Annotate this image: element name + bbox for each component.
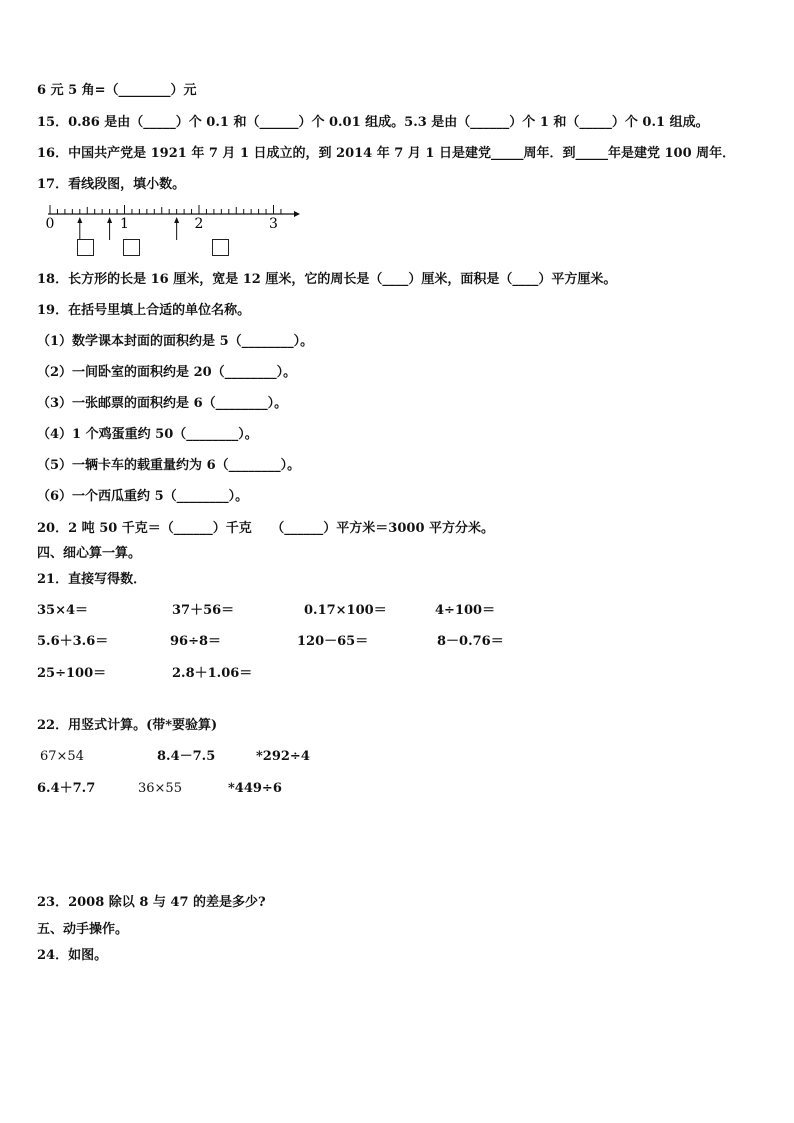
oral-calc: 35×4＝ bbox=[37, 603, 89, 618]
oral-calc: 4÷100＝ bbox=[435, 603, 496, 618]
answer-box-2[interactable] bbox=[123, 239, 140, 256]
q19-item-2: （2）一间卧室的面积约是 20（________）。 bbox=[37, 365, 297, 380]
number-line-marker-arrowhead bbox=[77, 217, 82, 223]
vertical-calc: 6.4＋7.7 bbox=[37, 781, 96, 796]
q14-yuan-jiao: 6 元 5 角=（________）元 bbox=[37, 83, 197, 98]
oral-calc: 0.17×100＝ bbox=[304, 603, 387, 618]
number-line-marker-arrowhead bbox=[107, 217, 112, 223]
number-line-arrow bbox=[294, 211, 300, 217]
vertical-calc: 36×55 bbox=[138, 781, 182, 796]
answer-box-1[interactable] bbox=[77, 239, 94, 256]
number-line-marker-arrowhead bbox=[174, 217, 179, 223]
vertical-calc: 67×54 bbox=[40, 749, 84, 764]
oral-calc: 96÷8＝ bbox=[170, 634, 222, 649]
oral-calc: 25÷100＝ bbox=[37, 666, 107, 681]
number-line-label: 2 bbox=[194, 216, 204, 232]
number-line-label: 3 bbox=[269, 216, 278, 232]
oral-calc: 120－65＝ bbox=[297, 634, 369, 649]
q19-item-1: （1）数学课本封面的面积约是 5（________）。 bbox=[37, 334, 314, 349]
number-line-label: 0 bbox=[45, 216, 55, 232]
section-4-heading: 四、细心算一算。 bbox=[37, 546, 142, 561]
q15: 15．0.86 是由（_____）个 0.1 和（______）个 0.01 组成。5.3 是由（______）个 1 和（_____）个 0.1 组成。 bbox=[37, 115, 709, 130]
vertical-calc: *292÷4 bbox=[256, 749, 310, 764]
oral-calc: 8－0.76＝ bbox=[437, 634, 504, 649]
q21: 21．直接写得数． bbox=[37, 572, 147, 587]
q17: 17．看线段图，填小数。 bbox=[37, 177, 186, 192]
number-line-label: 1 bbox=[120, 216, 129, 232]
q24: 24．如图。 bbox=[37, 948, 108, 963]
answer-box-3[interactable] bbox=[212, 239, 229, 256]
q19-item-3: （3）一张邮票的面积约是 6（________）。 bbox=[37, 396, 288, 411]
q19-item-5: （5）一辆卡车的载重量约为 6（________）。 bbox=[37, 458, 301, 473]
vertical-calc: 8.4－7.5 bbox=[157, 749, 216, 764]
q18: 18．长方形的长是 16 厘米，宽是 12 厘米，它的周长是（____）厘米，面积是（____）平方厘米。 bbox=[37, 272, 617, 287]
number-line-ticks bbox=[50, 205, 281, 214]
section-5-heading: 五、动手操作。 bbox=[37, 922, 129, 937]
q20: 20．2 吨 50 千克＝（______）千克 （______）平方米＝3000 平方分米。 bbox=[37, 521, 495, 536]
vertical-calc: *449÷6 bbox=[228, 781, 282, 796]
oral-calc: 5.6＋3.6＝ bbox=[37, 634, 109, 649]
q22: 22．用竖式计算。(带*要验算) bbox=[37, 718, 218, 733]
q23: 23．2008 除以 8 与 47 的差是多少? bbox=[37, 895, 266, 910]
q19: 19．在括号里填上合适的单位名称。 bbox=[37, 303, 251, 318]
q19-item-6: （6）一个西瓜重约 5（________）。 bbox=[37, 489, 249, 504]
q19-item-4: （4）1 个鸡蛋重约 50（________）。 bbox=[37, 427, 258, 442]
oral-calc: 37＋56＝ bbox=[172, 603, 235, 618]
number-line-labels bbox=[46, 216, 278, 232]
oral-calc: 2.8＋1.06＝ bbox=[172, 666, 253, 681]
q16: 16．中国共产党是 1921 年 7 月 1 日成立的，到 2014 年 7 月 1 日是建党_____周年．到_____年是建党 100 周年． bbox=[37, 146, 736, 161]
